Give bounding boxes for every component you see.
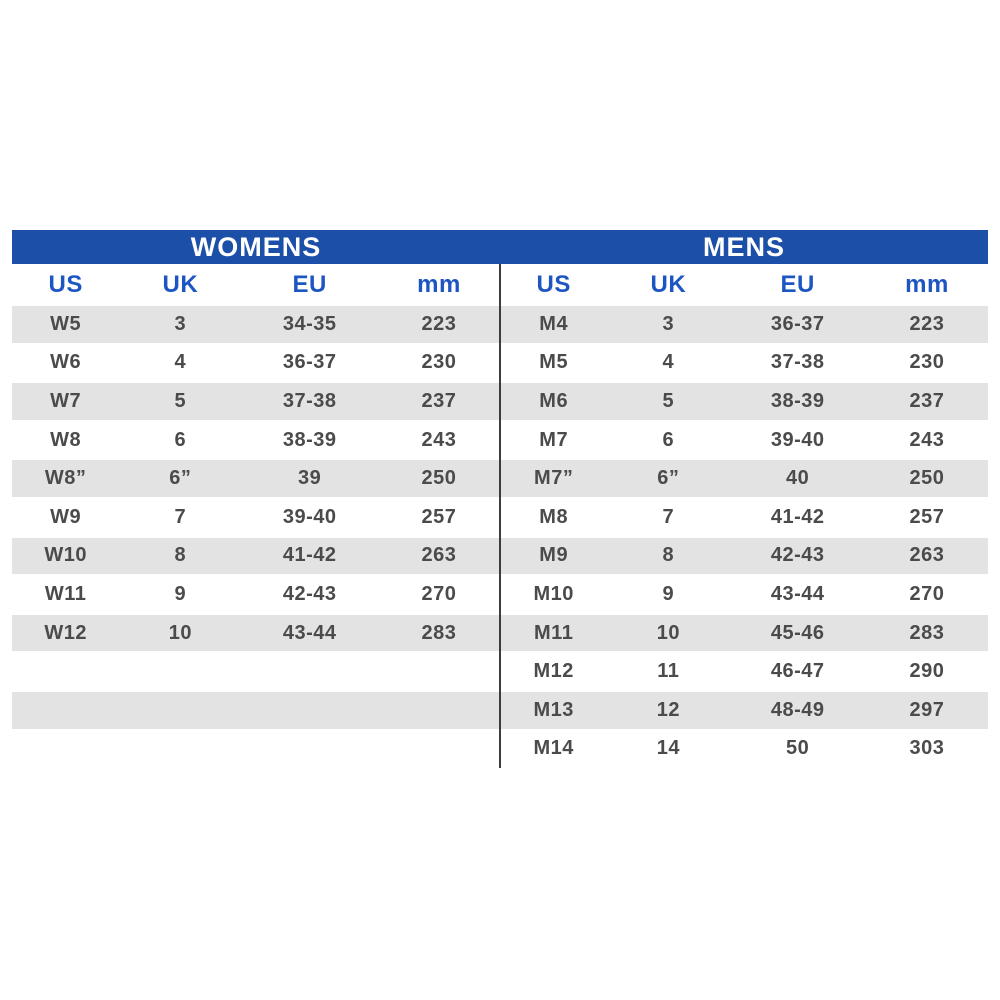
size-cell: 46-47 [770,660,825,683]
size-cell: W9 [50,505,82,528]
size-cell: M7 [539,428,569,451]
section-divider-line [499,264,501,768]
size-cell: W12 [44,621,87,644]
size-cell: 6 [174,428,187,451]
size-cell: 263 [909,544,945,567]
size-cell [378,692,500,729]
size-cell: M9 [539,544,569,567]
size-cell: W5 [50,312,82,335]
size-cell [241,730,378,769]
size-cell: 50 [786,737,810,760]
table-row [500,382,988,421]
womens-section-title: WOMENS [190,231,322,262]
size-cell: M12 [533,660,574,683]
size-cell: 250 [421,467,457,490]
size-cell: 223 [909,312,945,335]
size-cell: 39-40 [282,505,337,528]
size-cell [12,692,119,729]
table-row [12,305,500,344]
size-cell: 243 [421,428,457,451]
size-cell: 43-44 [282,621,337,644]
size-cell: 223 [421,312,457,335]
size-cell: 283 [421,621,457,644]
size-cell: 39-40 [770,428,825,451]
size-cell: W6 [50,351,82,374]
column-header-row [12,264,500,305]
table-row [12,537,500,576]
size-cell [12,652,119,691]
size-cell: 4 [174,351,187,374]
womens-table [12,264,500,768]
size-cell: 10 [168,621,192,644]
size-cell: 41-42 [770,505,825,528]
size-cell: 6” [169,467,192,490]
size-chart [12,230,988,768]
size-cell: 303 [909,737,945,760]
size-cell: 6” [657,467,680,490]
size-cell: M7” [534,467,574,490]
table-row [500,344,988,383]
size-cell: 5 [174,389,187,412]
size-cell: 38-39 [770,389,825,412]
mens-section-title: MENS [702,231,785,262]
size-cell: 3 [174,312,187,335]
table-row [12,498,500,537]
size-cell: 7 [662,505,675,528]
table-row [12,344,500,383]
size-cell: 257 [909,505,945,528]
size-cell: 36-37 [770,312,825,335]
size-cell: 42-43 [770,544,825,567]
size-cell [378,652,500,691]
size-cell: 48-49 [770,698,825,721]
size-cell: 39 [298,467,322,490]
column-header-us: US [48,270,83,298]
title-bar [12,230,988,264]
size-cell [119,692,241,729]
table-row [500,305,988,344]
size-cell: 250 [909,467,945,490]
column-header-uk: UK [650,270,687,298]
size-cell: 9 [174,582,187,605]
size-cell: 8 [662,544,675,567]
size-cell [119,730,241,769]
size-cell: 5 [662,389,675,412]
mens-table [500,264,988,768]
table-row [12,652,500,691]
size-cell: 243 [909,428,945,451]
size-cell: 43-44 [770,582,825,605]
size-cell: W8 [50,428,82,451]
size-cell: 12 [656,698,680,721]
size-cell [12,730,119,769]
size-cell: 230 [421,351,457,374]
table-row [12,730,500,769]
size-cell: 9 [662,582,675,605]
size-cell: 263 [421,544,457,567]
table-row [500,459,988,498]
table-row [500,498,988,537]
size-cell: 230 [909,351,945,374]
size-cell: M13 [533,698,574,721]
size-cell: 36-37 [282,351,337,374]
size-cell: 283 [909,621,945,644]
size-cell: 14 [656,737,680,760]
column-header-us: US [536,270,571,298]
table-row [500,575,988,614]
size-cell [241,692,378,729]
size-cell: W11 [44,582,87,605]
size-cell: 45-46 [770,621,825,644]
size-cell: 257 [421,505,457,528]
size-cell: 10 [656,621,680,644]
table-row [12,575,500,614]
size-cell: 37-38 [770,351,825,374]
size-cell: M4 [539,312,569,335]
size-cell: 237 [421,389,457,412]
size-cell: M8 [539,505,569,528]
size-cell: 38-39 [282,428,337,451]
size-cell [119,652,241,691]
column-header-row [500,264,988,305]
size-cell [378,730,500,769]
table-row [12,421,500,460]
size-cell: 237 [909,389,945,412]
column-header-mm: mm [417,270,461,298]
size-cell: 3 [662,312,675,335]
size-cell: M14 [533,737,574,760]
table-row [500,730,988,769]
column-header-mm: mm [905,270,949,298]
size-cell: M5 [539,351,569,374]
tables-area [12,264,988,768]
column-header-eu: EU [780,270,815,298]
table-row [12,614,500,653]
size-cell: 7 [174,505,187,528]
size-cell: 270 [421,582,457,605]
size-cell: M11 [534,621,574,644]
size-cell: 42-43 [282,582,337,605]
column-header-eu: EU [292,270,327,298]
size-cell: W8” [44,467,87,490]
size-cell: 290 [909,660,945,683]
size-cell: 11 [657,660,680,683]
size-cell: 8 [174,544,187,567]
table-row [500,421,988,460]
table-row [12,382,500,421]
size-cell: W10 [44,544,87,567]
table-row [500,614,988,653]
table-row [12,459,500,498]
table-row [500,537,988,576]
size-cell: 4 [662,351,675,374]
size-cell: M10 [533,582,574,605]
size-cell: 34-35 [282,312,337,335]
size-cell: 270 [909,582,945,605]
column-header-uk: UK [162,270,199,298]
size-cell: 6 [662,428,675,451]
size-cell: 40 [786,467,810,490]
table-row [12,691,500,730]
size-cell: 37-38 [282,389,337,412]
table-row [500,652,988,691]
size-cell: M6 [539,389,569,412]
table-row [500,691,988,730]
size-cell: 297 [909,698,945,721]
size-cell: 41-42 [282,544,337,567]
size-cell [241,652,378,691]
size-cell: W7 [50,389,82,412]
